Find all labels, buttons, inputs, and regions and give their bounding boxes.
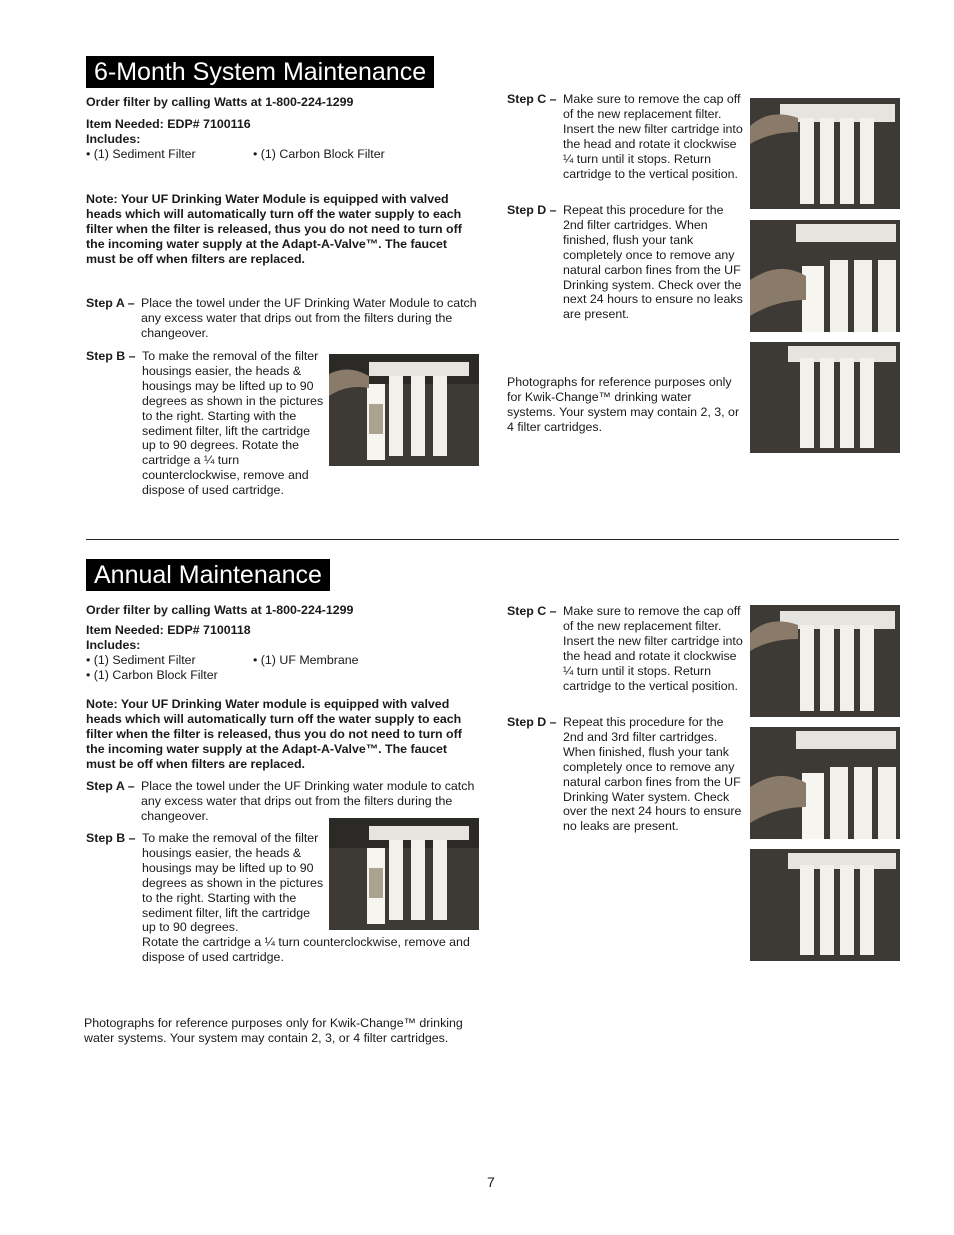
filter-photo-step-d [750, 220, 900, 332]
step-text: To make the removal of the filter housings easier, the heads & housings may be lifted up to 90 degrees as shown in the pictures to the right. Starting with the sediment filter, lift the cartridge up to 90 degrees. [142, 831, 324, 935]
filter-photo-finished [750, 849, 900, 961]
annual-photo-note: Photographs for reference purposes only for Kwik-Change™ drinking water systems. Your system may contain 2, 3, or 4 filter cartridges. [84, 1016, 463, 1045]
annual-include-item: • (1) UF Membrane [253, 653, 359, 667]
filter-photo-step-b [329, 354, 479, 466]
step-label: Step C – [507, 604, 557, 618]
step-label: Step C – [507, 92, 557, 106]
six-month-include-item: • (1) Carbon Block Filter [253, 147, 385, 161]
step-label: Step B – [86, 349, 136, 363]
step-text: Place the towel under the UF Drinking Water Module to catch any excess water that drips out from the filters during the changeover. [141, 296, 477, 340]
six-month-title: 6-Month System Maintenance [86, 56, 434, 88]
step-label: Step D – [507, 203, 557, 217]
step-text: Repeat this procedure for the 2nd filter cartridges. When finished, flush your tank completely once to remove any natural carbon fines from the UF Drinking system. Check over the next 24 hours to ensure no leaks are present. [563, 203, 743, 322]
annual-include-item: • (1) Sediment Filter [86, 653, 196, 667]
filter-photo-step-c [750, 605, 900, 717]
six-month-item-needed: Item Needed: EDP# 7100116 [86, 117, 251, 131]
step-label: Step B – [86, 831, 136, 845]
page-number: 7 [487, 1174, 495, 1190]
six-month-includes-label: Includes: [86, 132, 141, 146]
six-month-photo-note: Photographs for reference purposes only for Kwik-Change™ drinking water systems. Your system may contain 2, 3, or 4 filter cartridges. [507, 375, 740, 434]
filter-photo-step-d [750, 727, 900, 839]
step-text: Make sure to remove the cap off of the new replacement filter. Insert the new filter cartridge into the head and rotate it clockwise ¼ turn until it stops. Return cartridge to the vertical position. [563, 604, 743, 693]
step-text: Place the towel under the UF Drinking water module to catch any excess water that drips out from the filters during the changeover. [141, 779, 475, 823]
six-month-include-item: • (1) Sediment Filter [86, 147, 196, 161]
section-divider [86, 539, 899, 540]
filter-photo-step-b [329, 818, 479, 930]
annual-step-b-continued: Rotate the cartridge a ¼ turn counterclockwise, remove and dispose of used cartridge. [142, 935, 470, 964]
step-label: Step A – [86, 779, 135, 793]
step-text: Make sure to remove the cap off of the new replacement filter. Insert the new filter cartridge into the head and rotate it clockwise ¼ turn until it stops. Return cartridge to the vertical position. [563, 92, 743, 181]
step-label: Step A – [86, 296, 135, 310]
step-label: Step D – [507, 715, 557, 729]
annual-title: Annual Maintenance [86, 559, 330, 591]
annual-include-item: • (1) Carbon Block Filter [86, 668, 218, 682]
step-text: To make the removal of the filter housings easier, the heads & housings may be lifted up to 90 degrees as shown in the pictures to the right. Starting with the sediment filter, lift the cartridge up to 90 degrees. Rotate the cartridge a ¼ turn counterclockwise, remove and dispose of used cartridge. [142, 349, 324, 498]
filter-photo-step-c [750, 98, 900, 209]
annual-order-line: Order filter by calling Watts at 1-800-224-1299 [86, 603, 354, 617]
step-text: Repeat this procedure for the 2nd and 3rd filter cartridges. When finished, flush your tank completely once to remove any natural carbon fines from the UF Drinking Water system. Check over the next 24 hours to ensure no leaks are present. [563, 715, 742, 834]
filter-photo-finished [750, 342, 900, 453]
annual-item-needed: Item Needed: EDP# 7100118 [86, 623, 251, 637]
annual-note: Note: Your UF Drinking Water module is equipped with valved heads which will automatically turn off the water supply to each filter when the filter is released, thus you do not need to turn off the incoming water supply at the Adapt-A-Valve™. The faucet must be off when filters are replaced. [86, 697, 462, 771]
annual-includes-label: Includes: [86, 638, 141, 652]
six-month-order-line: Order filter by calling Watts at 1-800-224-1299 [86, 95, 354, 109]
six-month-note: Note: Your UF Drinking Water Module is equipped with valved heads which will automatically turn off the water supply to each filter when the filter is released, thus you do not need to turn off the incoming water supply at the Adapt-A-Valve™. The faucet must be off when filters are replaced. [86, 192, 462, 266]
